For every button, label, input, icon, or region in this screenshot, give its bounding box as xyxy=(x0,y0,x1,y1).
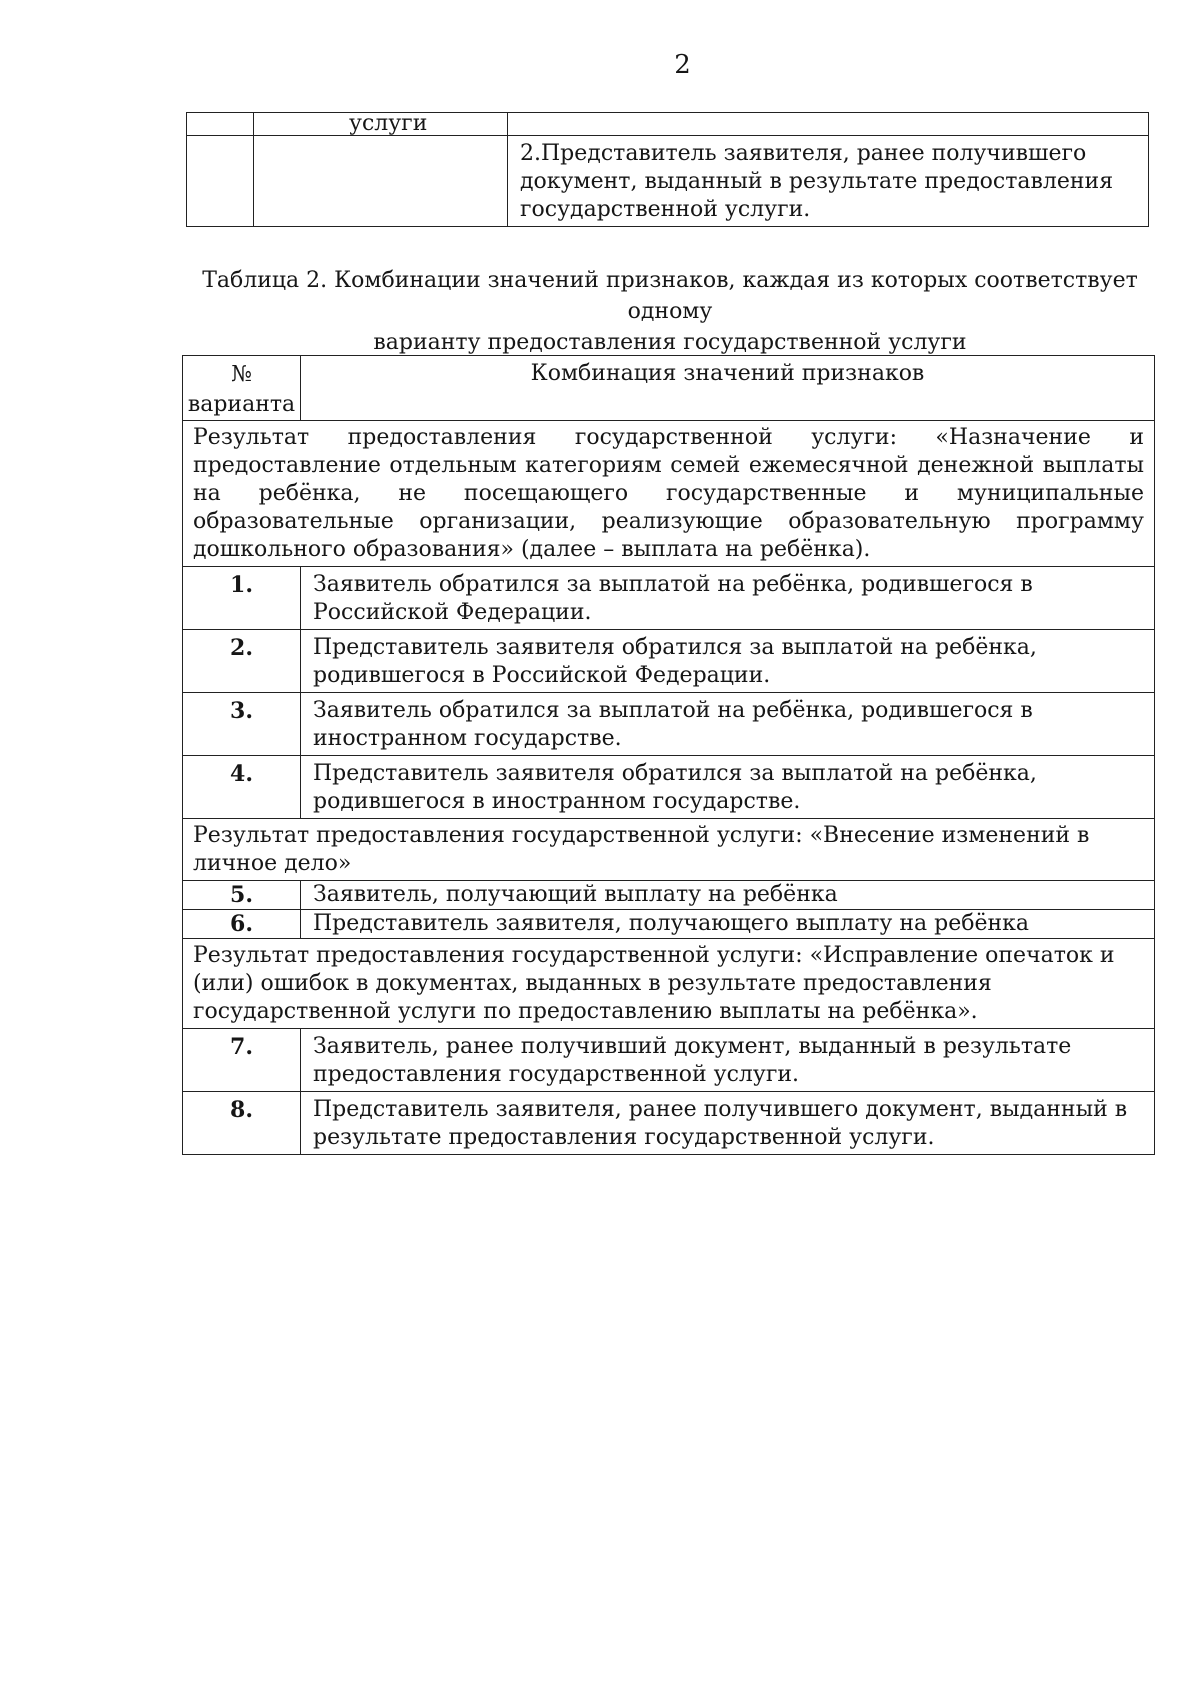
variant-number: 7. xyxy=(183,1029,301,1092)
variant-number: 4. xyxy=(183,756,301,819)
table-row xyxy=(183,630,1155,693)
continued-table xyxy=(186,112,1149,227)
section-row xyxy=(183,819,1155,881)
variant-number: 1. xyxy=(183,567,301,630)
variants-table xyxy=(182,355,1155,1155)
table-cell xyxy=(254,136,508,227)
variant-text: Заявитель, получающий выплату на ребёнка xyxy=(301,881,1155,910)
table-cell xyxy=(187,113,254,136)
section-title: Результат предоставления государственной услуги: «Исправление опечаток и (или) ошибок в документах, выданных в результате предоставления государственной услуги по предоставлению выплаты на ребёнка». xyxy=(183,939,1155,1029)
table-header-row xyxy=(183,356,1155,421)
variant-number: 6. xyxy=(183,910,301,939)
caption-line: варианту предоставления государственной услуги xyxy=(373,330,967,355)
table-row xyxy=(183,693,1155,756)
variant-text: Заявитель обратился за выплатой на ребёнка, родившегося в иностранном государстве. xyxy=(301,693,1155,756)
header-variant-number: № варианта xyxy=(183,356,301,421)
variant-text: Представитель заявителя обратился за выплатой на ребёнка, родившегося в Российской Федерации. xyxy=(301,630,1155,693)
section-title: Результат предоставления государственной услуги: «Внесение изменений в личное дело» xyxy=(183,819,1155,881)
section-row xyxy=(183,421,1155,567)
variant-number: 2. xyxy=(183,630,301,693)
table-row xyxy=(183,567,1155,630)
section-row xyxy=(183,939,1155,1029)
table-row xyxy=(183,910,1155,939)
table-row xyxy=(183,756,1155,819)
variant-text: Заявитель обратился за выплатой на ребёнка, родившегося в Российской Федерации. xyxy=(301,567,1155,630)
variant-text: Заявитель, ранее получивший документ, выданный в результате предоставления государственной услуги. xyxy=(301,1029,1155,1092)
table-cell xyxy=(187,136,254,227)
variant-text: Представитель заявителя обратился за выплатой на ребёнка, родившегося в иностранном государстве. xyxy=(301,756,1155,819)
variant-number: 5. xyxy=(183,881,301,910)
page-number: 2 xyxy=(674,50,691,80)
table-row xyxy=(183,1029,1155,1092)
table-cell-item: 2.Представитель заявителя, ранее получившего документ, выданный в результате предоставления государственной услуги. xyxy=(508,136,1149,227)
variant-text: Представитель заявителя, получающего выплату на ребёнка xyxy=(301,910,1155,939)
table-row xyxy=(183,1092,1155,1155)
variant-number: 8. xyxy=(183,1092,301,1155)
table-cell xyxy=(508,113,1149,136)
header-combination: Комбинация значений признаков xyxy=(301,356,1155,421)
variant-text: Представитель заявителя, ранее получившего документ, выданный в результате предоставления государственной услуги. xyxy=(301,1092,1155,1155)
section-title: Результат предоставления государственной услуги: «Назначение и предоставление отдельным категориям семей ежемесячной денежной выплаты на ребёнка, не посещающего государственные и муниципальные образовательные организации, реализующие образовательную программу дошкольного образования» (далее – выплата на ребёнка). xyxy=(183,421,1155,567)
variant-number: 3. xyxy=(183,693,301,756)
caption-line: Таблица 2. Комбинации значений признаков, каждая из которых соответствует одному xyxy=(202,268,1138,324)
table-row xyxy=(183,881,1155,910)
table-caption xyxy=(200,265,1140,358)
table-cell-label: услуги xyxy=(254,113,508,136)
